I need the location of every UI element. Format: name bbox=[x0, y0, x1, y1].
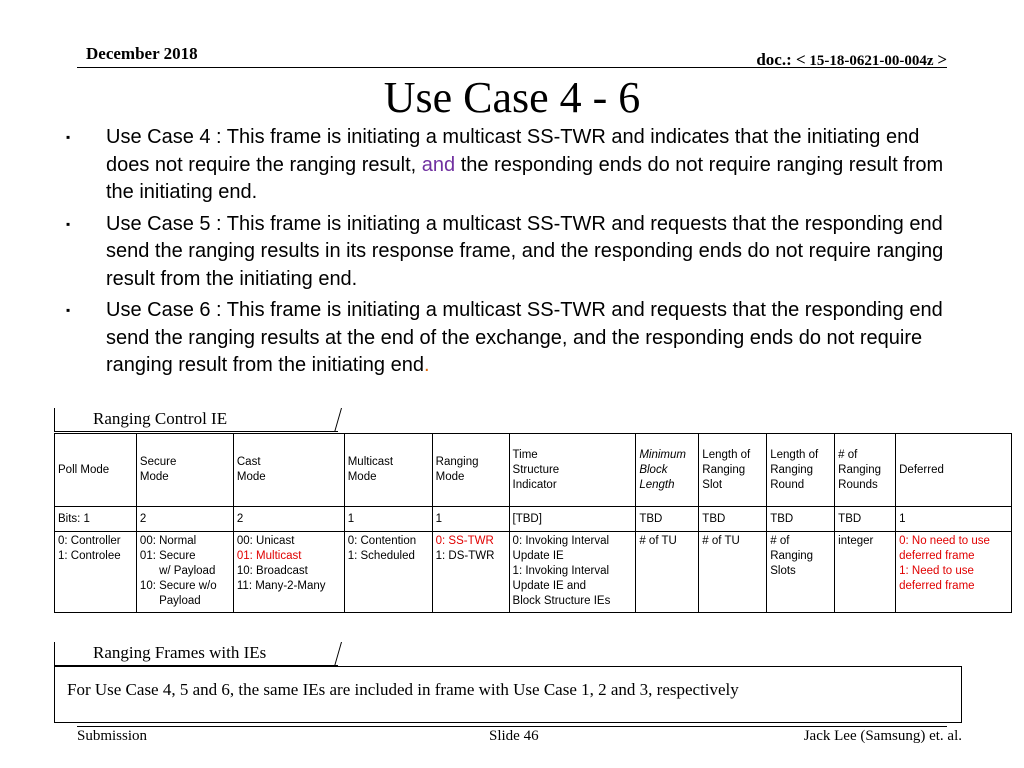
bits-cell: 1 bbox=[432, 507, 509, 532]
cell-line: Mode bbox=[435, 471, 465, 483]
value-cell-rounds bbox=[835, 532, 896, 613]
frames-box bbox=[54, 666, 962, 723]
cell-line: Round bbox=[770, 478, 805, 491]
value-cell-deferred bbox=[896, 532, 1012, 613]
cell-line: Length of bbox=[770, 448, 819, 461]
cell-line: 1: Need to use bbox=[899, 565, 974, 577]
header-cell bbox=[432, 434, 509, 507]
footer-author: Jack Lee (Samsung) et. al. bbox=[803, 728, 962, 744]
cell-line: integer bbox=[838, 535, 874, 547]
doc-suffix: > bbox=[937, 50, 947, 69]
table-header-row bbox=[55, 434, 1012, 507]
header-cell bbox=[136, 434, 233, 507]
footer-rule bbox=[77, 726, 947, 727]
table-bits-row bbox=[55, 507, 1012, 532]
cell-line: Minimum bbox=[639, 448, 686, 461]
cell-line: Ranging bbox=[435, 456, 479, 468]
doc-number: 15-18-0621-00-004z bbox=[805, 53, 938, 69]
cell-line: 00: Unicast bbox=[236, 535, 295, 547]
cell-line: 1: Controlee bbox=[58, 550, 121, 562]
bullet-text: Use Case 5 : This frame is initiating a multicast SS-TWR and requests that the responding end send the ranging results in its response frame, and the responding ends do not require ranging result from the initiating end. bbox=[106, 212, 944, 290]
cell-line: 0: Controller bbox=[58, 535, 121, 547]
header-cell bbox=[896, 434, 1012, 507]
cell-line: 1: Invoking Interval bbox=[512, 565, 610, 577]
bits-cell: TBD bbox=[767, 507, 835, 532]
cell-line: Ranging bbox=[770, 550, 814, 562]
ie-tab-label: Ranging Control IE bbox=[93, 409, 228, 428]
cell-line: 11: Many-2-Many bbox=[236, 580, 326, 592]
frames-tab-label: Ranging Frames with IEs bbox=[93, 643, 267, 662]
bullet-text: Use Case 6 : This frame is initiating a multicast SS-TWR and requests that the responding end send the ranging results at the end of the exchange, and the responding ends do not require ranging result from the initiating end bbox=[106, 299, 943, 376]
cell-line: # of TU bbox=[639, 535, 677, 547]
bullet-use-case-4 bbox=[66, 124, 946, 207]
cell-line: Mode bbox=[236, 471, 266, 483]
cell-line: Secure bbox=[139, 456, 177, 468]
cell-line: Slot bbox=[702, 478, 723, 491]
frames-text: For Use Case 4, 5 and 6, the same IEs are included in frame with Use Case 1, 2 and 3, respectively bbox=[67, 680, 739, 699]
bits-cell: [TBD] bbox=[509, 507, 636, 532]
cell-line: Cast bbox=[236, 456, 261, 468]
cell-line-highlight: 01: Multicast bbox=[236, 550, 302, 562]
bits-cell: TBD bbox=[835, 507, 896, 532]
cell-line: Structure bbox=[512, 463, 560, 476]
value-cell-poll-mode bbox=[55, 532, 137, 613]
ie-tab-underline bbox=[55, 431, 338, 432]
ie-tab bbox=[54, 408, 338, 432]
header-cell bbox=[344, 434, 432, 507]
cell-line: Time bbox=[512, 448, 538, 461]
cell-line: Mode bbox=[139, 471, 169, 483]
bullet-text: Use Case 4 : This frame is initiating a multicast SS-TWR and indicates that the initiating end does not require the ranging result, bbox=[106, 126, 920, 176]
value-cell-time-structure bbox=[509, 532, 636, 613]
bullet-marker-icon: ▪ bbox=[66, 303, 71, 317]
cell-line: w/ Payload bbox=[139, 565, 216, 577]
cell-line: deferred frame bbox=[899, 550, 975, 562]
cell-line: Update IE and bbox=[512, 580, 587, 592]
bullet-use-case-5 bbox=[66, 211, 946, 294]
cell-line: # of bbox=[770, 535, 790, 547]
bits-cell: 2 bbox=[233, 507, 344, 532]
cell-line: Ranging bbox=[838, 463, 882, 476]
cell-line: Ranging bbox=[702, 463, 746, 476]
cell-line: Indicator bbox=[512, 478, 557, 491]
footer-slide-number: Slide 46 bbox=[489, 728, 539, 744]
value-cell-min-block-length bbox=[636, 532, 699, 613]
value-cell-round-length bbox=[767, 532, 835, 613]
bullet-use-case-6 bbox=[66, 297, 946, 380]
bits-cell: 2 bbox=[136, 507, 233, 532]
value-cell-ranging-mode bbox=[432, 532, 509, 613]
cell-line: 10: Secure w/o bbox=[139, 580, 217, 592]
cell-line: 10: Broadcast bbox=[236, 565, 308, 577]
value-cell-slot-length bbox=[699, 532, 767, 613]
cell-line: Length bbox=[639, 478, 675, 491]
cell-line: Deferred bbox=[899, 463, 944, 476]
cell-line: # of bbox=[838, 448, 858, 461]
footer-submission: Submission bbox=[77, 728, 148, 744]
cell-line: 0: No need to use bbox=[899, 535, 990, 547]
cell-line-highlight: 0: SS-TWR bbox=[435, 535, 494, 547]
header-cell bbox=[835, 434, 896, 507]
bullet-text-end: the responding ends do not require ranging result from the initiating end. bbox=[106, 153, 944, 203]
header-rule bbox=[77, 67, 947, 68]
cell-line: Rounds bbox=[838, 478, 878, 491]
header-cell bbox=[55, 434, 137, 507]
bits-cell: 1 bbox=[344, 507, 432, 532]
header-date: December 2018 bbox=[86, 44, 198, 63]
bits-cell: Bits: 1 bbox=[55, 507, 137, 532]
slide-title: Use Case 4 - 6 bbox=[383, 73, 641, 122]
cell-line: Update IE bbox=[512, 550, 564, 562]
header-cell bbox=[699, 434, 767, 507]
value-cell-cast-mode bbox=[233, 532, 344, 613]
bits-cell: 1 bbox=[896, 507, 1012, 532]
value-cell-secure-mode bbox=[136, 532, 233, 613]
header-cell bbox=[767, 434, 835, 507]
header-cell bbox=[509, 434, 636, 507]
cell-line: Ranging bbox=[770, 463, 814, 476]
cell-line: Mode bbox=[347, 471, 377, 483]
bullet-marker-icon: ▪ bbox=[66, 216, 71, 231]
bullet-trailing-period: . bbox=[423, 354, 430, 376]
ranging-control-ie-table bbox=[54, 433, 1012, 613]
header-cell bbox=[636, 434, 699, 507]
cell-line: Block Structure IEs bbox=[512, 595, 611, 607]
cell-line: 0: Contention bbox=[347, 535, 417, 547]
cell-line: 1: DS-TWR bbox=[435, 550, 495, 562]
cell-line: # of TU bbox=[702, 535, 740, 547]
cell-line: Multicast bbox=[347, 456, 394, 468]
frames-tab bbox=[54, 642, 338, 666]
bits-cell: TBD bbox=[699, 507, 767, 532]
table-values-row bbox=[55, 532, 1012, 613]
cell-line: 0: Invoking Interval bbox=[512, 535, 610, 547]
bullet-highlight: and bbox=[421, 153, 456, 176]
cell-line: 1: Scheduled bbox=[347, 550, 415, 562]
cell-line: 00: Normal bbox=[139, 535, 197, 547]
bits-cell: TBD bbox=[636, 507, 699, 532]
value-cell-multicast-mode bbox=[344, 532, 432, 613]
header-cell bbox=[233, 434, 344, 507]
cell-line: 01: Secure bbox=[139, 550, 196, 562]
cell-line: Poll Mode bbox=[58, 463, 110, 476]
cell-line: Slots bbox=[770, 565, 796, 577]
cell-line: deferred frame bbox=[899, 580, 975, 592]
cell-line: Block bbox=[639, 463, 668, 476]
bullet-list bbox=[66, 124, 946, 384]
bullet-marker-icon: ▪ bbox=[66, 130, 71, 144]
doc-prefix: doc.: < bbox=[756, 50, 806, 69]
cell-line: Payload bbox=[139, 595, 201, 607]
cell-line: Length of bbox=[702, 448, 751, 461]
